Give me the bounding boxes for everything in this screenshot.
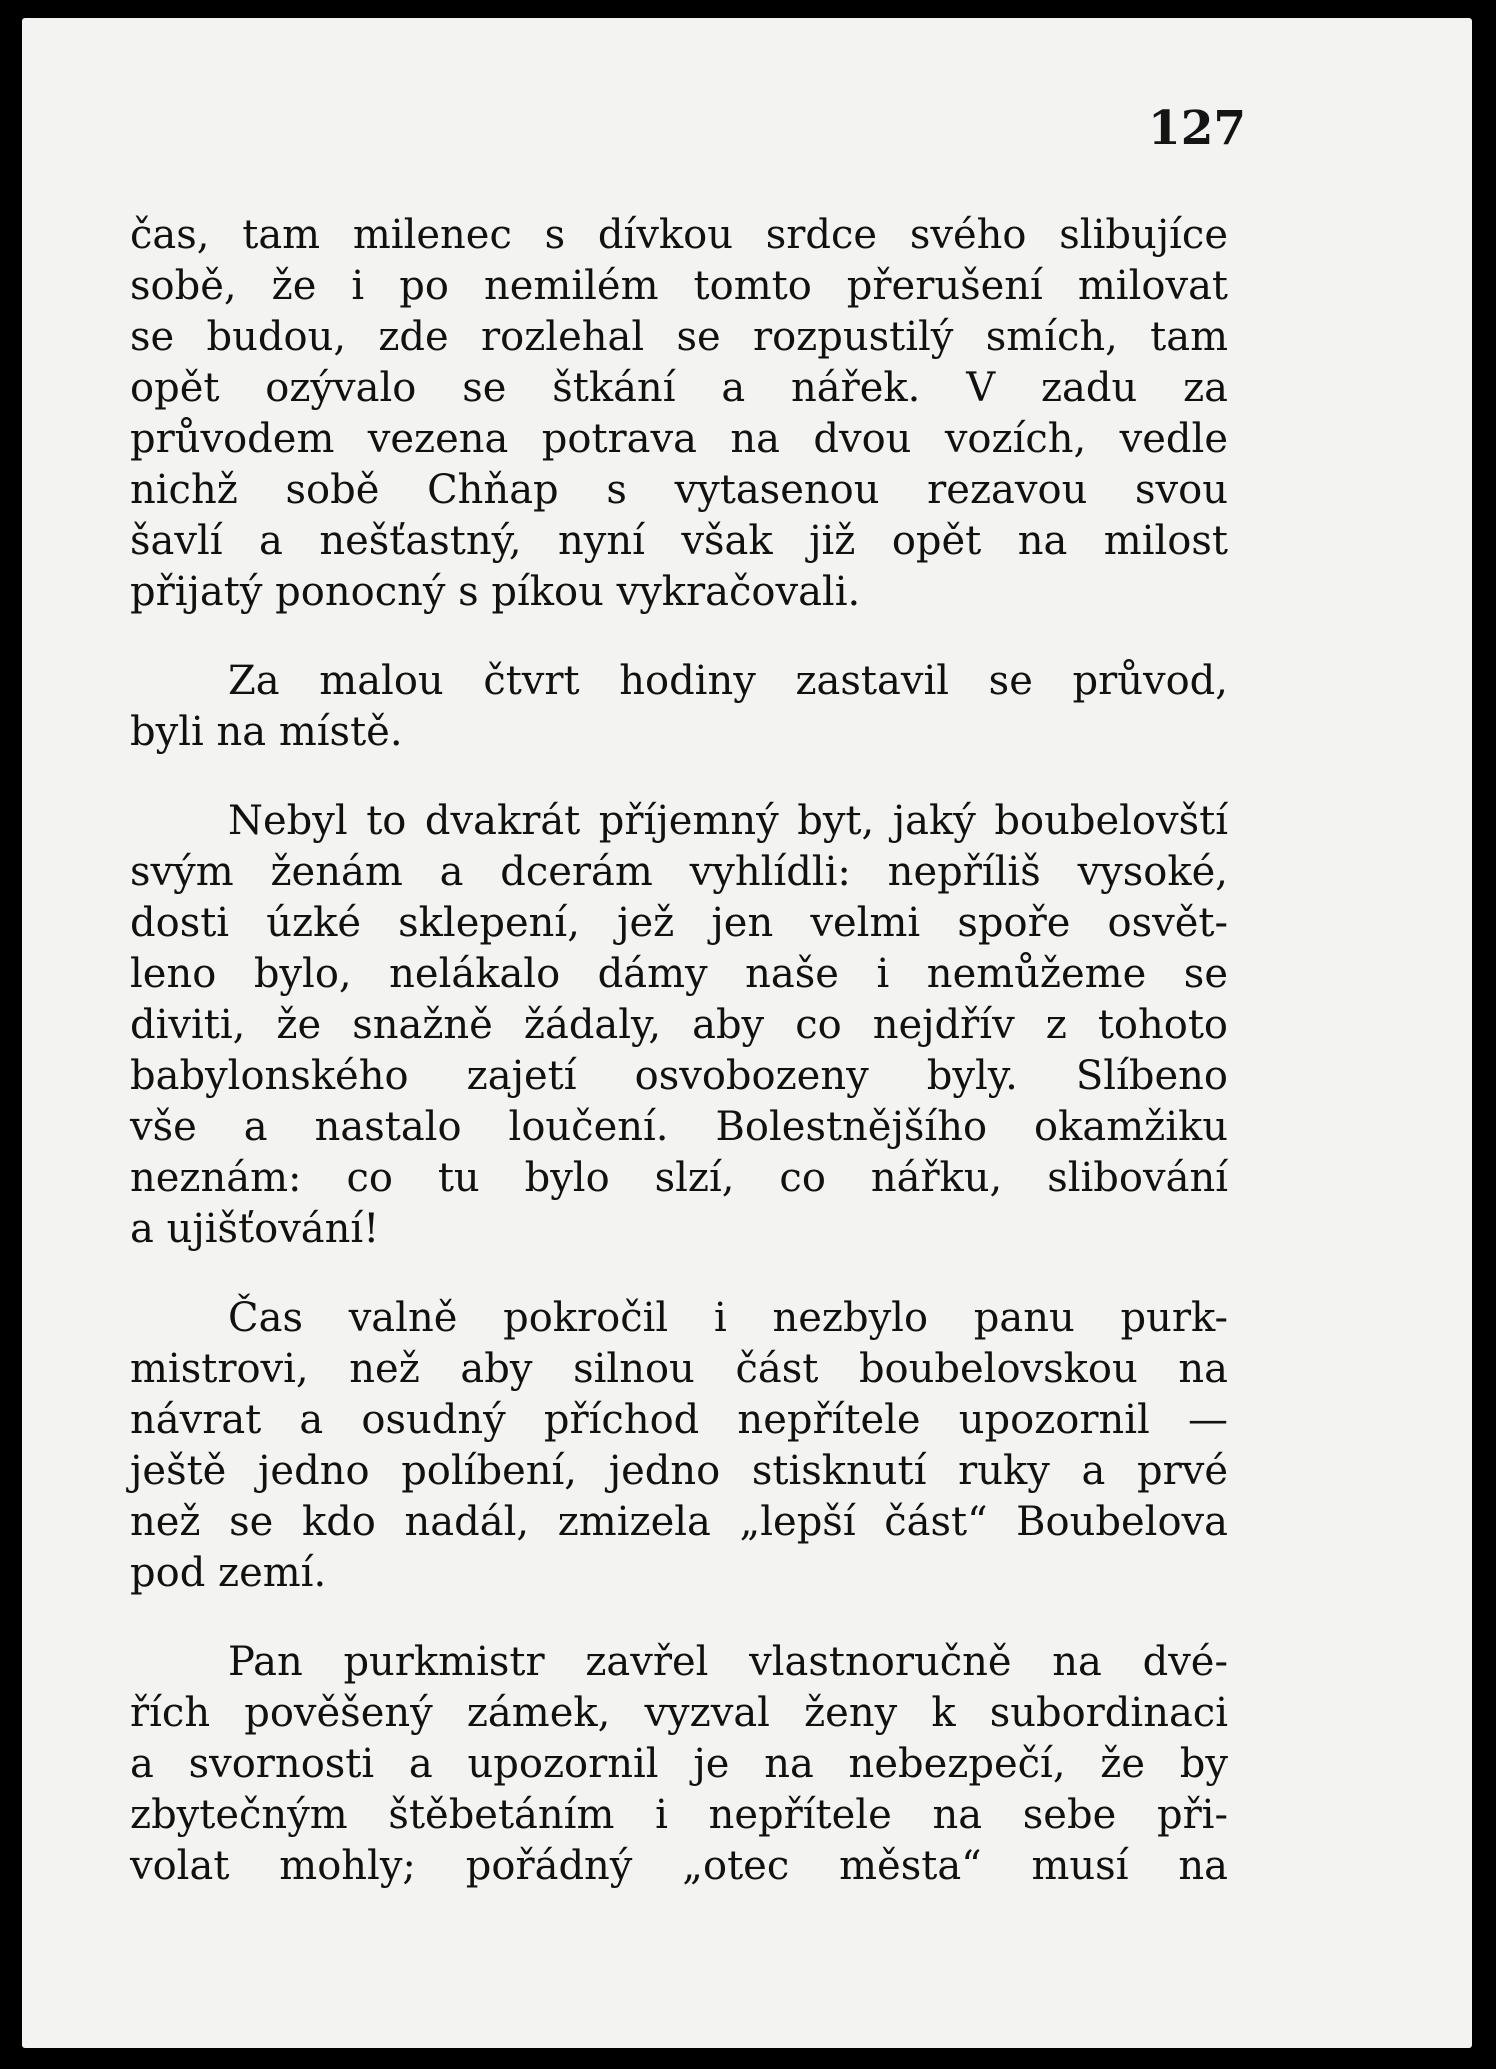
text-line: sobě, že i po nemilém tomto přerušení milovat: [130, 263, 1228, 309]
text-line: a ujišťování!: [130, 1206, 380, 1252]
text-line: vše a nastalo loučení. Bolestnějšího okamžiku: [130, 1104, 1228, 1150]
text-line: leno bylo, nelákalo dámy naše i nemůžeme se: [130, 951, 1228, 997]
text-line: byli na místě.: [130, 709, 403, 755]
text-line: svým ženám a dcerám vyhlídli: nepříliš vysoké,: [130, 849, 1228, 895]
text-line: návrat a osudný příchod nepřítele upozornil —: [130, 1397, 1228, 1443]
text-line: zbytečným štěbetáním i nepřítele na sebe při-: [130, 1792, 1228, 1838]
text-line: pod zemí.: [130, 1550, 327, 1596]
text-line: volat mohly; pořádný „otec města“ musí na: [130, 1843, 1228, 1889]
text-line: Čas valně pokročil i nezbylo panu purk-: [228, 1295, 1228, 1341]
text-line: opět ozývalo se štkání a nářek. V zadu za: [130, 365, 1228, 411]
text-line: ještě jedno políbení, jedno stisknutí ruky a prvé: [130, 1448, 1228, 1494]
text-line: než se kdo nadál, zmizela „lepší část“ Boubelova: [130, 1499, 1228, 1545]
text-line: přijatý ponocný s píkou vykračovali.: [130, 569, 861, 615]
text-line: řích pověšený zámek, vyzval ženy k subordinaci: [130, 1690, 1228, 1736]
text-line: dosti úzké sklepení, jež jen velmi spoře osvět-: [130, 900, 1228, 946]
text-line: šavlí a nešťastný, nyní však již opět na milost: [130, 518, 1228, 564]
text-line: babylonského zajetí osvobozeny byly. Slíbeno: [130, 1053, 1228, 1099]
text-line: a svornosti a upozornil je na nebezpečí, že by: [130, 1741, 1228, 1787]
text-line: se budou, zde rozlehal se rozpustilý smích, tam: [130, 314, 1228, 360]
page-number: 127: [1148, 101, 1247, 156]
paragraph: [130, 796, 1228, 1255]
paragraph: [130, 1637, 1228, 1892]
text-line: čas, tam milenec s dívkou srdce svého slibujíce: [130, 212, 1228, 258]
paragraph: [130, 656, 1228, 758]
text-line: neznám: co tu bylo slzí, co nářku, slibování: [130, 1155, 1228, 1201]
text-line: mistrovi, než aby silnou část boubelovskou na: [130, 1346, 1228, 1392]
paragraph: [130, 210, 1228, 618]
text-line: průvodem vezena potrava na dvou vozích, vedle: [130, 416, 1228, 462]
text-line: Za malou čtvrt hodiny zastavil se průvod,: [228, 658, 1228, 704]
text-line: Pan purkmistr zavřel vlastnoručně na dvé-: [228, 1639, 1228, 1685]
paragraph: [130, 1293, 1228, 1599]
text-line: nichž sobě Chňap s vytasenou rezavou svou: [130, 467, 1228, 513]
text-line: Nebyl to dvakrát příjemný byt, jaký boubelovští: [228, 798, 1228, 844]
text-line: diviti, že snažně žádaly, aby co nejdřív z tohoto: [130, 1002, 1228, 1048]
body-text: [130, 210, 1228, 1892]
